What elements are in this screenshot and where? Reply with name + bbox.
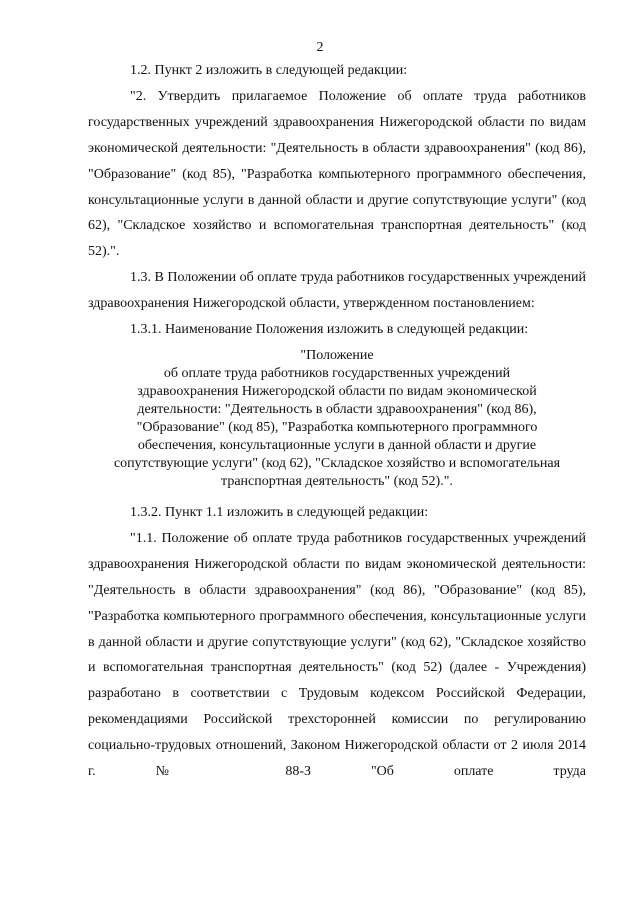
document-body xyxy=(88,58,586,785)
title-line: сопутствующие услуги" (код 62), "Складское хозяйство и вспомогательная xyxy=(113,455,561,471)
title-line: здравоохранения Нижегородской области по видам экономической xyxy=(137,383,537,399)
regulation-title-block xyxy=(88,347,586,491)
title-line: деятельности: "Деятельность в области здравоохранения" (код 86), xyxy=(137,401,537,417)
title-line: транспортная деятельность" (код 52).". xyxy=(221,473,453,489)
page-number: 2 xyxy=(316,40,324,55)
title-line: "Положение xyxy=(300,347,374,363)
paragraph-2-quote: "2. Утвердить прилагаемое Положение об оплате труда работников государственных учреждений здравоохранения Нижегородской области по видам экономической деятельности: "Деятельность в области здравоохранения" (код 86), "Образование" (код 85), "Разработка компьютерного программного обеспечения, консультационные услуги в данной области и другие сопутствующие услуги" (код 62), "Складское хозяйство и вспомогательная транспортная деятельность" (код 52).". xyxy=(88,88,586,260)
title-line: об оплате труда работников государственных учреждений xyxy=(163,365,511,381)
paragraph-1-1-quote: "1.1. Положение об оплате труда работников государственных учреждений здравоохранения Нижегородской области по видам экономической деятельности: "Деятельность в области здравоохранения" (код 86), "Образование" (код 85), "Разработка компьютерного программного обеспечения, консультационные услуги в данной области и другие сопутствующие услуги" (код 62), "Складское хозяйство и вспомогательная транспортная деятельность" (код 52) (далее - Учреждения) разработано в соответствии с Трудовым кодексом Российской Федерации, рекомендациями Российской трехсторонней комиссии по регулированию социально-трудовых отношений, Законом Нижегородской области от 2 июля 2014 г. № 88-З "Об оплате труда xyxy=(88,530,586,780)
paragraph-1-2: 1.2. Пункт 2 изложить в следующей редакции: xyxy=(130,63,408,78)
title-line: обеспечения, консультационные услуги в данной области и другие xyxy=(137,437,537,453)
title-line: "Образование" (код 85), "Разработка компьютерного программного xyxy=(136,419,538,435)
paragraph-1-3-2: 1.3.2. Пункт 1.1 изложить в следующей редакции: xyxy=(130,504,429,520)
paragraph-1-3-1: 1.3.1. Наименование Положения изложить в следующей редакции: xyxy=(130,322,529,338)
paragraph-1-3: 1.3. В Положении об оплате труда работников государственных учреждений здравоохранения Нижегородской области, утвержденном постановлением: xyxy=(88,270,586,312)
